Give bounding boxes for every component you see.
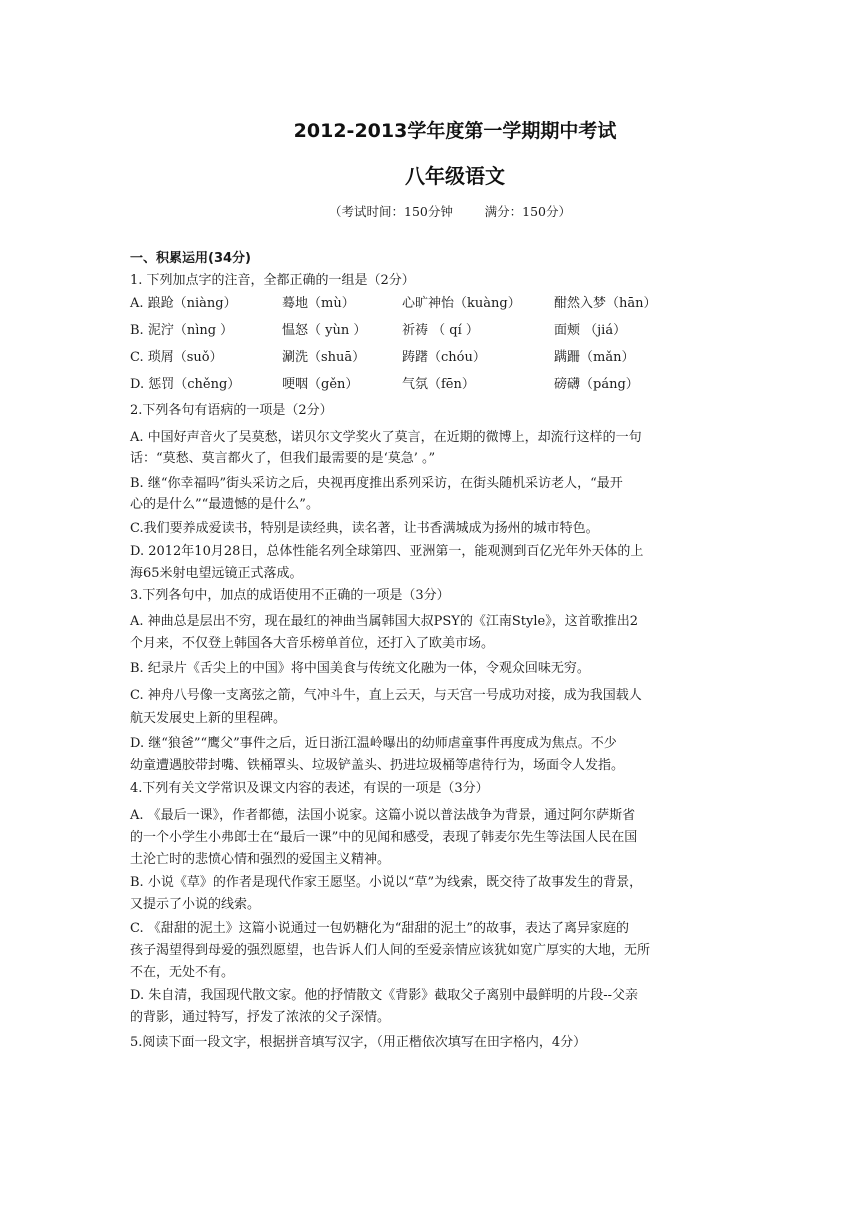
question-4-option-d: D. 朱自清，我国现代散文家。他的抒情散文《背影》截取父子离别中最鲜明的片段--父亲 [130, 988, 639, 1003]
question-3-stem: 3.下列各句中，加点的成语使用不正确的一项是（3分） [130, 588, 450, 603]
question-2-option-a: A. 中国好声音火了吴莫愁，诺贝尔文学奖火了莫言，在近期的微博上，却流行这样的一句 [130, 430, 642, 445]
question-4-option-d-cont: 的背影，通过特写，抒发了浓浓的父子深情。 [130, 1010, 391, 1025]
option-d-2: 哽咽（gěn） [282, 377, 359, 392]
question-3-option-d: D. 继“狼爸”“鹰父”事件之后，近日浙江温岭曝出的幼师虐童事件再度成为焦点。不少 [130, 736, 617, 751]
option-b-2: 愠怒（ yùn ） [282, 323, 367, 338]
question-1-stem: 1. 下列加点字的注音，全都正确的一组是（2分） [130, 273, 415, 288]
question-2-stem: 2.下列各句有语病的一项是（2分） [130, 403, 333, 418]
option-b-1: B. 泥泞（nìng ） [130, 323, 234, 338]
exam-title: 2012-2013学年度第一学期期中考试 [293, 120, 617, 142]
question-3-option-a: A. 神曲总是层出不穷，现在最红的神曲当属韩国大叔PSY的《江南Style》，这首歌推出2 [130, 614, 638, 629]
option-d-3: 气氛（fēn） [402, 377, 475, 392]
question-2-option-a-cont: 话：“莫愁、莫言都火了，但我们最需要的是‘莫急’ 。” [130, 451, 436, 466]
section-heading: 一、积累运用(34分) [130, 251, 251, 266]
question-3-option-d-cont: 幼童遭遇胶带封嘴、铁桶罩头、垃圾铲盖头、扔进垃圾桶等虐待行为，场面令人发指。 [130, 758, 625, 773]
exam-subject: 八年级语文 [405, 164, 505, 188]
question-4-option-c-cont2: 不在，无处不有。 [130, 965, 235, 980]
option-b-4: 面颊 （jiá） [554, 323, 627, 338]
option-d-4: 磅礴（páng） [554, 377, 639, 392]
option-a-1: A. 踉跄（niàng） [130, 296, 237, 311]
question-5-stem: 5.阅读下面一段文字，根据拼音填写汉字，（用正楷依次填写在田字格内，4分） [130, 1035, 587, 1050]
option-c-3: 踌躇（chóu） [402, 350, 486, 365]
option-d-1: D. 惩罚（chěng） [130, 377, 241, 392]
question-4-option-c: C. 《甜甜的泥土》这篇小说通过一包奶糖化为“甜甜的泥土”的故事，表达了离异家庭的 [130, 921, 630, 936]
question-4-option-a: A. 《最后一课》，作者都德，法国小说家。这篇小说以普法战争为背景，通过阿尔萨斯省 [130, 808, 636, 823]
question-3-option-b: B. 纪录片《舌尖上的中国》将中国美食与传统文化融为一体，令观众回味无穷。 [130, 661, 590, 676]
question-2-option-b: B. 继“你幸福吗”街头采访之后，央视再度推出系列采访，在街头随机采访老人，“最开 [130, 476, 623, 491]
question-2-option-d: D. 2012年10月28日，总体性能名列全球第四、亚洲第一，能观测到百亿光年外天体的上 [130, 544, 644, 559]
option-a-4: 酣然入梦（hān） [554, 296, 657, 311]
option-c-4: 蹒跚（mǎn） [554, 350, 635, 365]
exam-meta: （考试时间：150分钟 满分：150分） [328, 204, 571, 219]
question-3-option-c: C. 神舟八号像一支离弦之箭，气冲斗牛，直上云天，与天宫一号成功对接，成为我国载人 [130, 688, 642, 703]
question-4-option-c-cont: 孩子渴望得到母爱的强烈愿望，也告诉人们人间的至爱亲情应该犹如宽广厚实的大地，无所 [130, 943, 651, 958]
question-4-option-b-cont: 又提示了小说的线索。 [130, 897, 261, 912]
question-4-option-b: B. 小说《草》的作者是现代作家王愿坚。小说以“草”为线索，既交待了故事发生的背景， [130, 875, 643, 890]
option-a-2: 蓦地（mù） [282, 296, 355, 311]
question-2-option-d-cont: 海65米射电望远镜正式落成。 [130, 566, 303, 581]
question-4-option-a-cont: 的一个小学生小弗郎士在“最后一课”中的见闻和感受，表现了韩麦尔先生等法国人民在国 [130, 830, 638, 845]
option-c-1: C. 琐屑（suǒ） [130, 350, 223, 365]
option-a-3: 心旷神怡（kuàng） [402, 296, 521, 311]
question-2-option-b-cont: 心的是什么”“最遗憾的是什么”。 [130, 497, 319, 512]
option-c-2: 涮洗（shuā） [282, 350, 366, 365]
question-3-option-a-cont: 个月来，不仅登上韩国各大音乐榜单首位，还打入了欧美市场。 [130, 636, 495, 651]
question-4-option-a-cont2: 土沦亡时的悲愤心情和强烈的爱国主义精神。 [130, 852, 391, 867]
question-2-option-c: C.我们要养成爱读书，特别是读经典，读名著，让书香满城成为扬州的城市特色。 [130, 521, 599, 536]
question-3-option-c-cont: 航天发展史上新的里程碑。 [130, 711, 287, 726]
option-b-3: 祈祷 （ qí ） [402, 323, 479, 338]
question-4-stem: 4.下列有关文学常识及课文内容的表述，有误的一项是（3分） [130, 781, 489, 796]
